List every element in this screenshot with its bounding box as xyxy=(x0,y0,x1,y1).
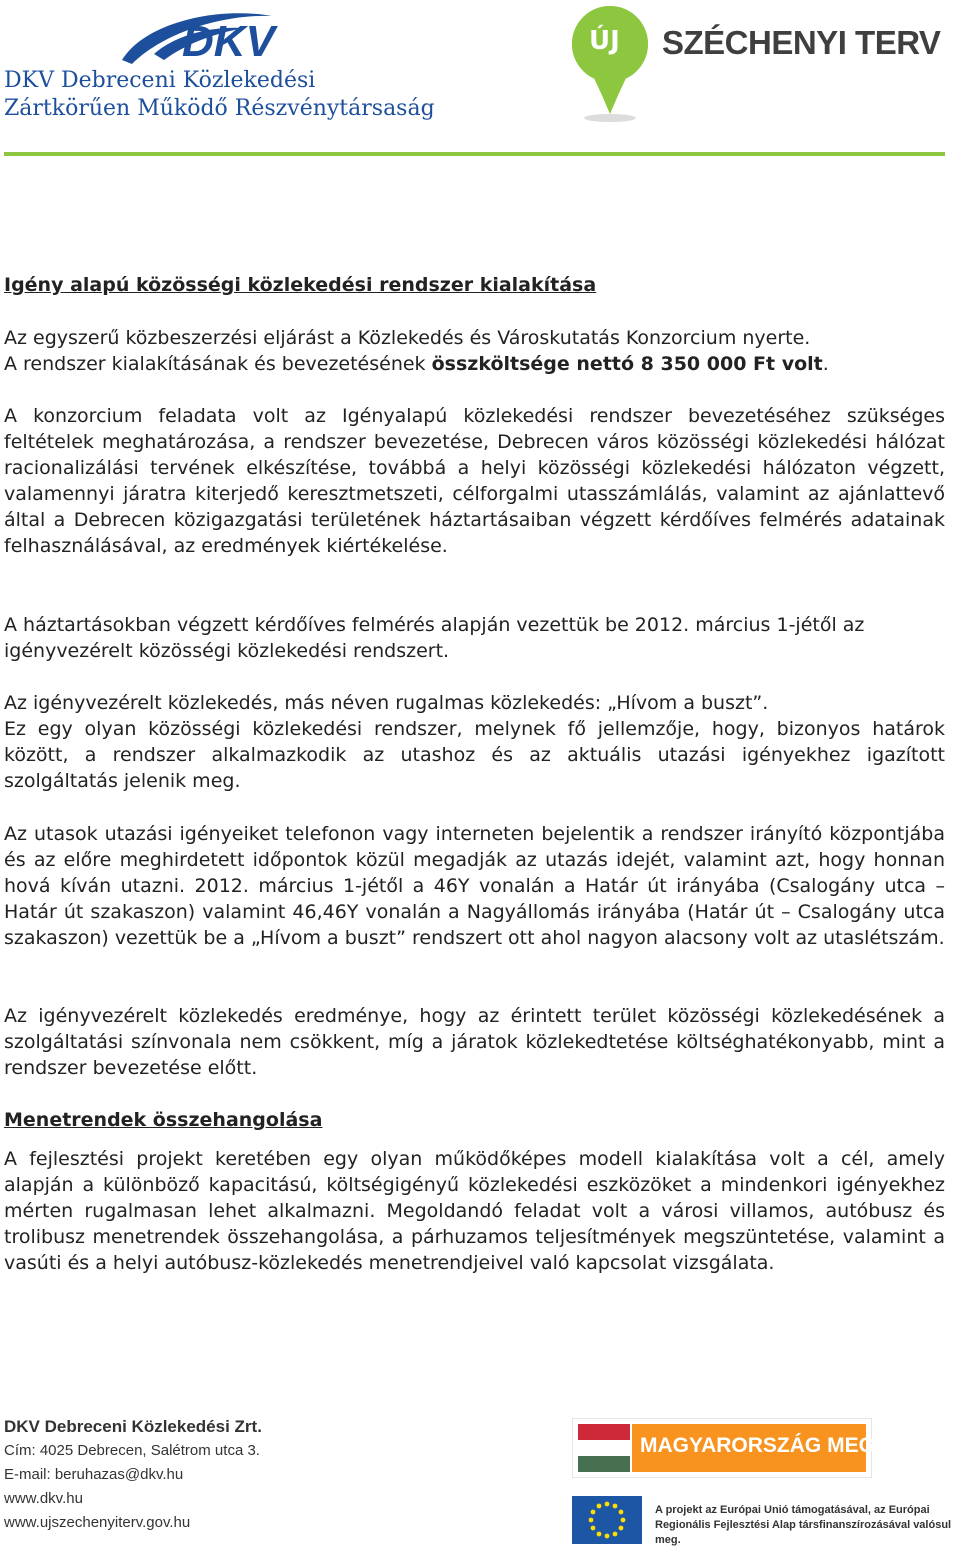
magyarorszag-megujul-label: MAGYARORSZÁG MEGÚJUL xyxy=(640,1434,930,1457)
paragraph-5: Az utasok utazási igényeiket telefonon vagy interneten bejelentik a rendszer irányító központjába és az előre meghirdetett időpontok közül megadják az utazás idejét, valamint azt, hogy honnan hová kíván utazni. 2012. március 1-jétől a 46Y vonalán a Határ út irányába (Csalogány utca – Határ út szakaszon) valamint 46,46Y vonalán a Nagyállomás irányába (Határ út – Csalogány utca szakaszon) vezettük be a „Hívom a buszt” rendszert ott ahol nagyon alacsony volt az utaslétszám. xyxy=(4,823,945,949)
green-pin-tip xyxy=(592,72,628,114)
paragraph-3: A háztartásokban végzett kérdőíves felmérés alapján vezettük be 2012. március 1-jétől az igényvezérelt közösségi közlekedési rendszert. xyxy=(4,614,865,662)
company-name-line2: Zártkörűen Működő Részvénytársaság xyxy=(4,96,435,121)
footer-company-name: DKV Debreceni Közlekedési Zrt. xyxy=(4,1417,262,1436)
footer-website-szechenyi[interactable]: www.ujszechenyiterv.gov.hu xyxy=(4,1514,191,1531)
paragraph-7: A fejlesztési projekt keretében egy olyan működőképes modell kialakítása volt a cél, amely alapján a különböző kapacitású, költségigényű közlekedési eszközöket a mindenkori igényekhez mérten rugalmasan lehet alkalmazni. Megoldandó feladat volt a városi villamos, autóbusz és trolibusz menetrendek összehangolása, a párhuzamos teljesítmények megszüntetése, valamint a vasúti és a helyi autóbusz-közlekedés menetrendjeivel való kapcsolat vizsgálata. xyxy=(4,1148,945,1274)
paragraph-1 xyxy=(4,325,945,377)
uj-szechenyi-terv-logo xyxy=(570,4,955,124)
eu-note-line-2: Regionális Fejlesztési Alap társfinanszírozásával valósul meg. xyxy=(655,1519,952,1546)
eu-note-line-1: A projekt az Európai Unió támogatásával, az Európai xyxy=(655,1504,930,1516)
cost-period: . xyxy=(822,353,829,375)
cost-intro: A rendszer kialakításának és bevezetésének xyxy=(4,353,432,375)
uj-badge-label: ÚJ xyxy=(589,26,620,56)
total-cost: összköltsége nettó 8 350 000 Ft volt xyxy=(431,353,823,375)
footer-website-dkv[interactable]: www.dkv.hu xyxy=(4,1490,83,1507)
footer-email[interactable]: E-mail: beruhazas@dkv.hu xyxy=(4,1466,184,1483)
paragraph-6: Az igényvezérelt közlekedés eredménye, hogy az érintett terület közösségi közlekedésének a szolgáltatási színvonala nem csökkent, míg a járatok közlekedtetése költséghatékonyabb, mint a rendszer bevezetése előtt. xyxy=(4,1005,945,1079)
footer-contact xyxy=(4,1415,384,1535)
hu-flag-green xyxy=(578,1456,630,1472)
paragraph-1-line-2 xyxy=(4,351,945,377)
section-heading-menetrendek: Menetrendek összehangolása xyxy=(4,1109,323,1131)
paragraph-4-body: Ez egy olyan közösségi közlekedési rendszer, melynek fő jellemzője, hogy, bizonyos határok között, a rendszer alkalmazkodik az utashoz és az aktuális utazási igényekhez igazított szolgáltatás jelenik meg. xyxy=(4,718,945,792)
eu-flag-icon xyxy=(572,1496,642,1544)
hu-flag-red xyxy=(578,1424,630,1440)
company-name-line1: DKV Debreceni Közlekedési xyxy=(4,68,316,93)
szechenyi-terv-label: SZÉCHENYI TERV xyxy=(662,24,941,61)
paragraph-1-line-1: Az egyszerű közbeszerzési eljárást a Közlekedés és Városkutatás Konzorcium nyerte. xyxy=(4,327,811,349)
header-divider xyxy=(4,152,945,156)
eu-funding-note xyxy=(655,1503,960,1548)
paragraph-2: A konzorcium feladata volt az Igényalapú közlekedési rendszer bevezetéséhez szükséges feltételek meghatározása, a rendszer bevezetése, Debrecen város közösségi közlekedési hálózat racionalizálási tervének elkészítése, továbbá a helyi közösségi közlekedési hálózaton végzett, valamennyi járatra kiterjedő keresztmetszeti, célforgalmi utasszámlálás, valamint az ajánlattevő által a Debrecen közigazgatási területének háztartásaiban végzett kérdőíves felmérés adatainak felhasználásával, az eredmények kiértékelése. xyxy=(4,405,945,557)
dkv-logo-text: DKV xyxy=(182,17,275,66)
paragraph-4 xyxy=(4,690,945,794)
footer-address: Cím: 4025 Debrecen, Salétrom utca 3. xyxy=(4,1442,260,1459)
pin-shadow xyxy=(584,114,636,122)
hu-flag-white xyxy=(578,1440,630,1456)
paragraph-4-line-1: Az igényvezérelt közlekedés, más néven rugalmas közlekedés: „Hívom a buszt”. xyxy=(4,692,769,714)
section-heading-igeny: Igény alapú közösségi közlekedési rendszer kialakítása xyxy=(4,274,597,296)
